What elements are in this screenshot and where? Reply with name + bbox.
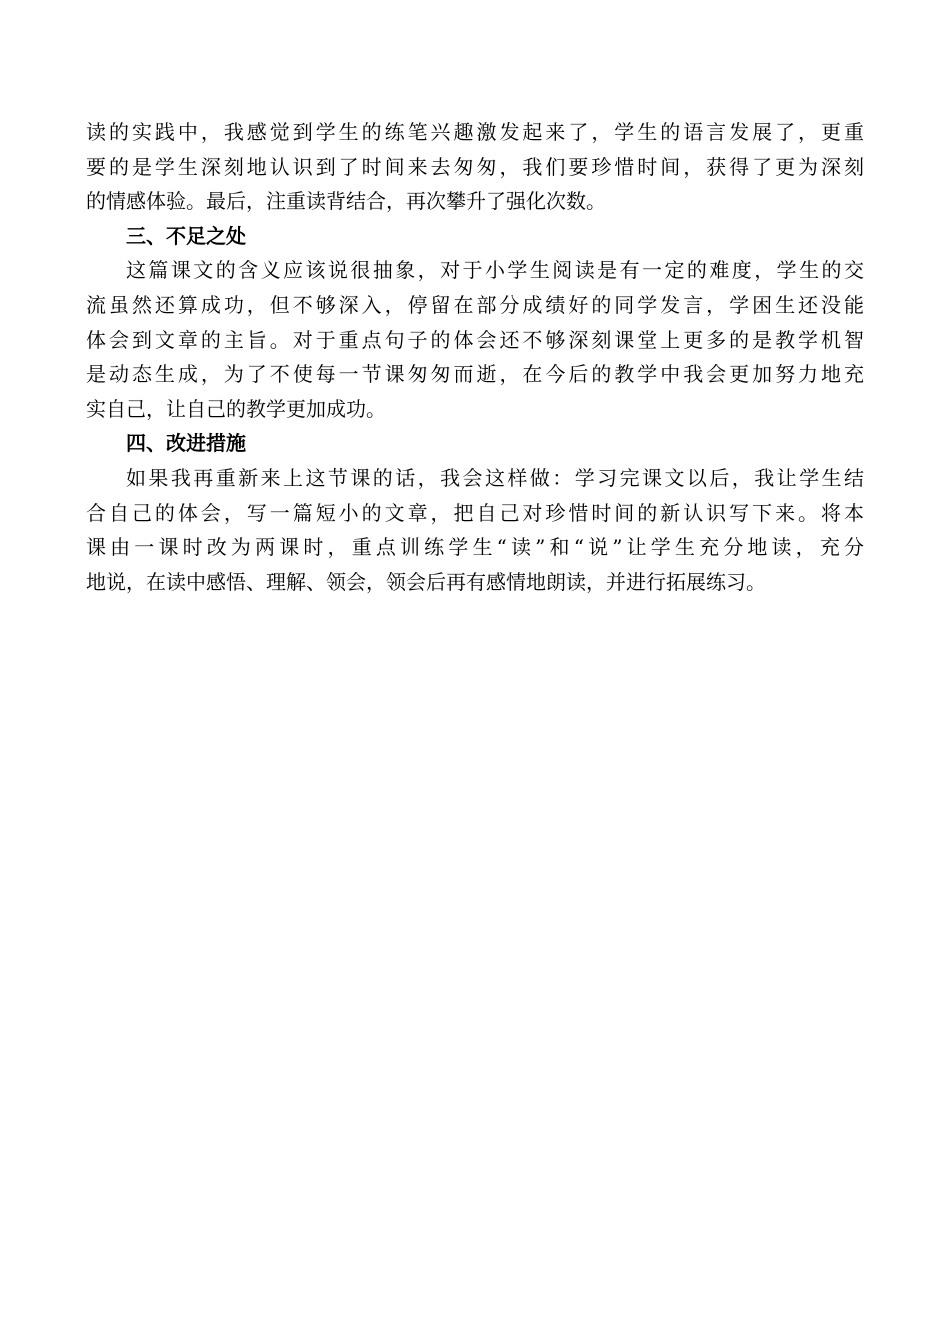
paragraph-improvements [86,461,864,599]
text-line: 课由一课时改为两课时，重点训练学生“读”和“说”让学生充分地读，充分 [86,535,864,560]
text-line: 体会到文章的主旨。对于重点句子的体会还不够深刻课堂上更多的是教学机智 [86,327,864,352]
paragraph-continued [86,115,864,219]
text-line: 地说，在读中感悟、理解、领会，领会后再有感情地朗读，并进行拓展练习。 [86,569,766,594]
text-line: 要的是学生深刻地认识到了时间来去匆匆，我们要珍惜时间，获得了更为深刻 [86,154,864,179]
text-line: 如果我再重新来上这节课的话，我会这样做：学习完课文以后，我让学生结 [126,465,864,490]
text-line: 这篇课文的含义应该说很抽象，对于小学生阅读是有一定的难度，学生的交 [126,258,864,283]
text-line: 实自己，让自己的教学更加成功。 [86,396,386,421]
text-line: 读的实践中，我感觉到学生的练笔兴趣激发起来了，学生的语言发展了，更重 [86,120,864,144]
text-line: 是动态生成，为了不使每一节课匆匆而逝，在今后的教学中我会更加努力地充 [86,362,864,387]
text-line: 流虽然还算成功，但不够深入，停留在部分成绩好的同学发言，学困生还没能 [86,292,864,317]
paragraph-shortcomings [86,253,864,426]
section-heading-shortcomings: 三、不足之处 [126,223,246,248]
text-line: 合自己的体会，写一篇短小的文章，把自己对珍惜时间的新认识写下来。将本 [86,500,864,525]
text-line: 的情感体验。最后，注重读背结合，再次攀升了强化次数。 [86,189,606,214]
section-heading-improvements: 四、改进措施 [126,431,246,456]
document-page [86,115,864,599]
